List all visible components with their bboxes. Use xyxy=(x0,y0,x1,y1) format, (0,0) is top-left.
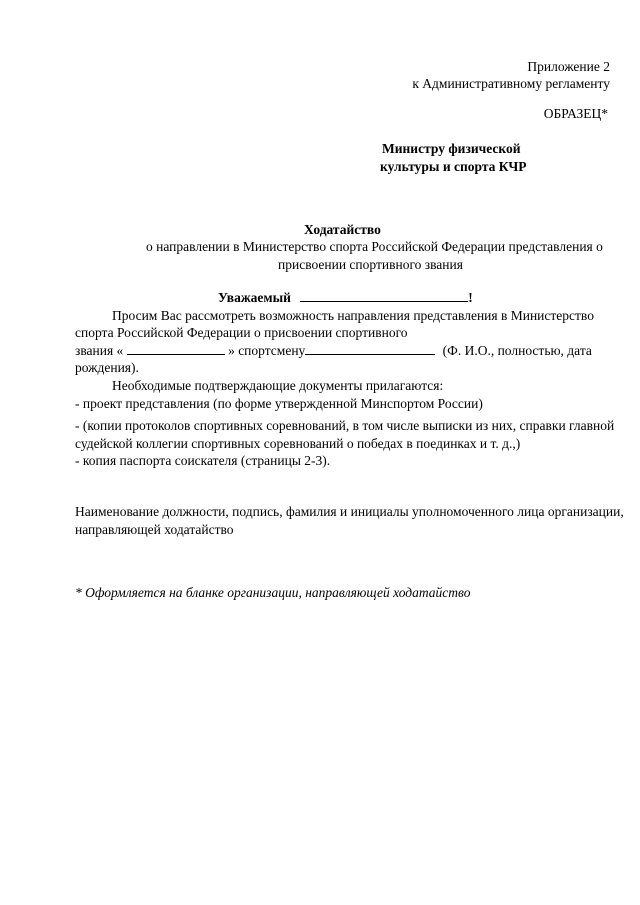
body-p1-line-1: Просим Вас рассмотреть возможность направления представления в Министерство xyxy=(112,308,594,323)
rank-label-open: звания « xyxy=(75,343,124,358)
body-p2: Необходимые подтверждающие документы прилагаются: xyxy=(112,378,444,393)
body-p1-line-2: спорта Российской Федерации о присвоении спортивного xyxy=(75,325,408,340)
document-list-item-2-line-1: - (копии протоколов спортивных соревнований, в том числе выписки из них, справки главной xyxy=(75,418,615,433)
addressee-line-2: культуры и спорта КЧР xyxy=(380,159,527,174)
appendix-line-2: к Административному регламенту xyxy=(412,76,610,91)
athlete-name-blank xyxy=(305,342,435,355)
recipient-name-blank xyxy=(300,289,468,302)
document-title: Ходатайство xyxy=(304,222,381,237)
document-list-item-1: - проект представления (по форме утвержденной Минспортом России) xyxy=(75,396,483,411)
appendix-line-1: Приложение 2 xyxy=(527,59,610,74)
addressee-line-1: Министру физической xyxy=(382,141,521,156)
sample-mark: ОБРАЗЕЦ* xyxy=(543,106,608,121)
document-list-item-2-line-2: судейской коллегии спортивных соревнований о победах в поединках и т. д.,) xyxy=(75,436,521,451)
salutation xyxy=(218,289,473,307)
subtitle-line-1: о направлении в Министерство спорта Российской Федерации представления о xyxy=(146,239,603,254)
body-p1-line-4: рождения). xyxy=(75,360,139,375)
salutation-suffix: ! xyxy=(468,290,473,305)
rank-label-close: » спортсмену xyxy=(228,343,306,358)
body-p1-line-3 xyxy=(75,342,592,360)
signature-line-1: Наименование должности, подпись, фамилия и инициалы уполномоченного лица организации, xyxy=(75,504,624,519)
subtitle-line-2: присвоении спортивного звания xyxy=(278,257,463,272)
document-list-item-3: - копия паспорта соискателя (страницы 2-3). xyxy=(75,453,331,468)
rank-blank xyxy=(127,342,225,355)
footnote: * Оформляется на бланке организации, направляющей ходатайство xyxy=(75,585,471,600)
athlete-name-hint: (Ф. И.О., полностью, дата xyxy=(442,343,592,358)
salutation-prefix: Уважаемый xyxy=(218,290,291,305)
signature-line-2: направляющей ходатайство xyxy=(75,522,234,537)
